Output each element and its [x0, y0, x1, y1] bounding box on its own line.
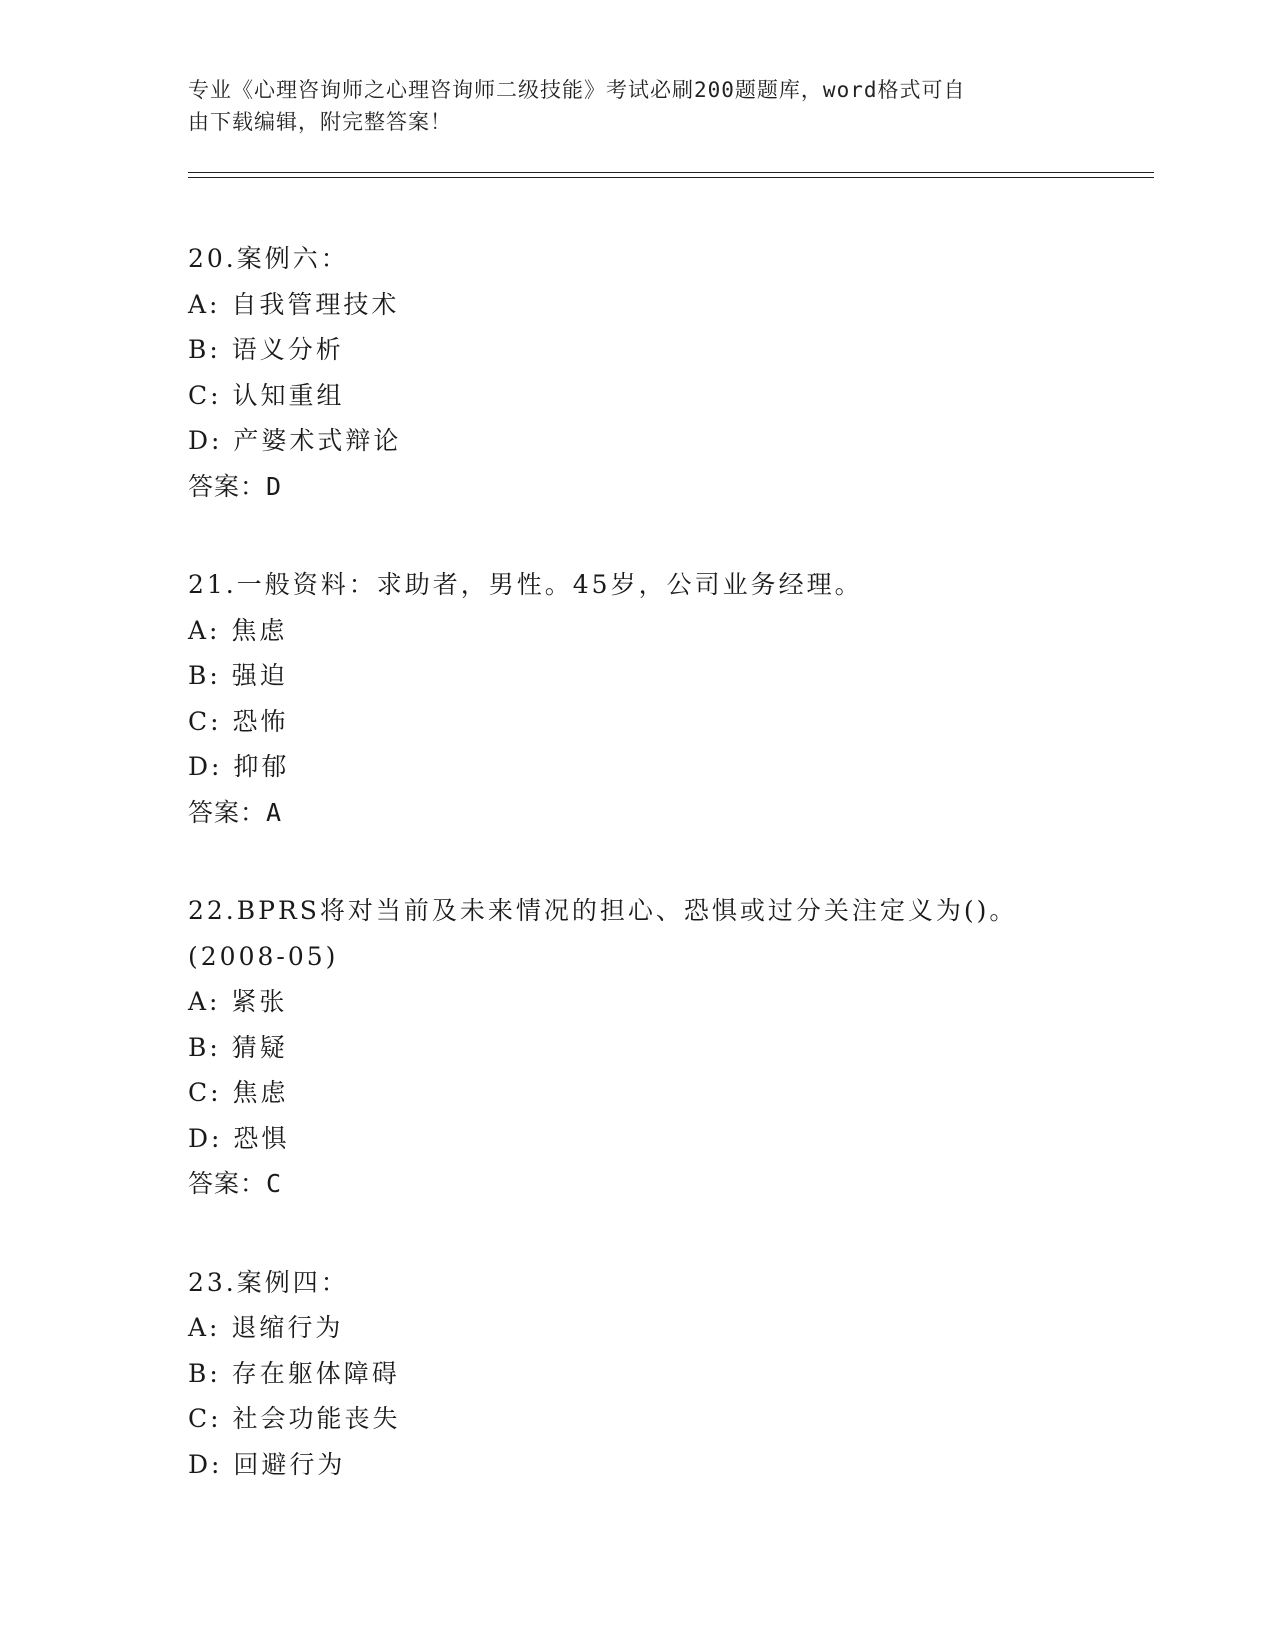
- question-21: [188, 562, 1148, 835]
- option-d: D: 回避行为: [188, 1449, 346, 1479]
- option-a: A: 紧张: [188, 987, 288, 1016]
- header-line-2: 由下载编辑，附完整答案！: [188, 110, 452, 134]
- answer-line: 答案：A: [188, 797, 283, 827]
- option-a: A: 退缩行为: [188, 1313, 344, 1342]
- question-stem: 23.案例四：: [188, 1267, 349, 1297]
- question-23: [188, 1260, 1148, 1488]
- question-stem: 22.BPRS将对当前及未来情况的担心、恐惧或过分关注定义为()。: [188, 896, 1018, 925]
- document-header: [188, 74, 1088, 138]
- option-a: A: 自我管理技术: [188, 289, 400, 319]
- option-a: A: 焦虑: [188, 615, 288, 645]
- option-c: C: 恐怖: [188, 706, 289, 736]
- option-c: C: 焦虑: [188, 1078, 289, 1107]
- option-c: C: 社会功能丧失: [188, 1404, 401, 1433]
- option-c: C: 认知重组: [188, 380, 345, 410]
- header-rule-bottom: [188, 177, 1154, 178]
- option-d: D: 产婆术式辩论: [188, 426, 402, 455]
- question-stem-continued: (2008-05): [188, 941, 339, 971]
- option-d: D: 恐惧: [188, 1123, 290, 1153]
- option-b: B: 强迫: [188, 661, 288, 690]
- option-b: B: 存在躯体障碍: [188, 1358, 400, 1388]
- question-list: [188, 236, 1148, 1540]
- answer-line: 答案：D: [188, 471, 283, 501]
- option-b: B: 语义分析: [188, 335, 344, 364]
- question-stem: 20.案例六：: [188, 244, 349, 273]
- option-b: B: 猜疑: [188, 1032, 288, 1062]
- question-stem: 21.一般资料：求助者，男性。45岁，公司业务经理。: [188, 570, 863, 599]
- answer-line: 答案：C: [188, 1169, 283, 1198]
- header-line-1: 专业《心理咨询师之心理咨询师二级技能》考试必刷200题题库，word格式可自: [188, 78, 966, 102]
- option-d: D: 抑郁: [188, 752, 290, 781]
- question-22: [188, 888, 1148, 1207]
- question-20: [188, 236, 1148, 509]
- header-rule-top: [188, 172, 1154, 173]
